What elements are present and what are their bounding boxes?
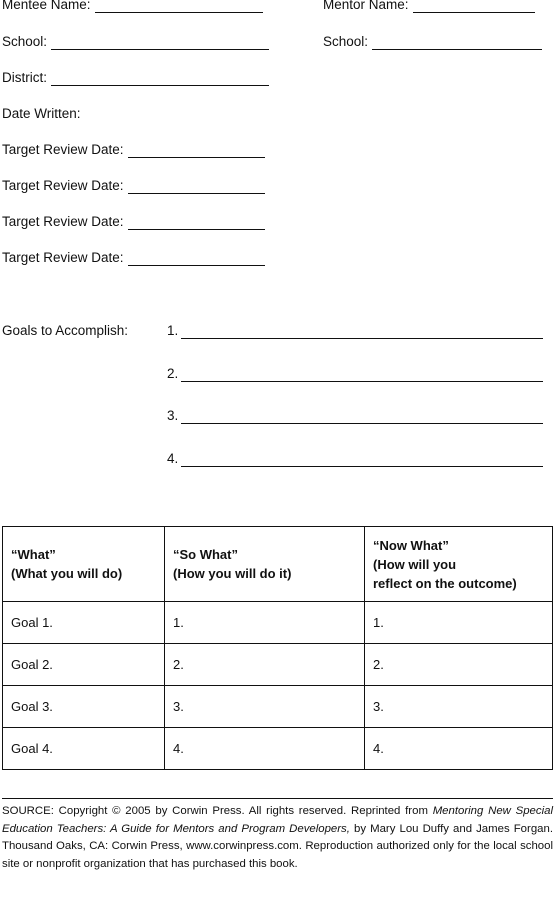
table-row [3, 728, 553, 770]
goal-number: 2. [167, 366, 179, 381]
school-right-label: School: [323, 34, 369, 49]
source-prefix: SOURCE: Copyright © 2005 by Corwin Press. All rights reserved. Reprinted from [2, 805, 433, 817]
goal-field-3[interactable] [181, 411, 543, 424]
table-cell: Goal 2. [3, 644, 165, 686]
table-cell[interactable]: 2. [365, 644, 553, 686]
goal-line-2 [167, 366, 543, 382]
goals-row [2, 323, 128, 339]
source-citation [2, 798, 553, 873]
table-cell: Goal 3. [3, 686, 165, 728]
table-row [3, 644, 553, 686]
header-text: reflect on the outcome) [373, 575, 517, 591]
target-review-row-2 [2, 178, 265, 194]
mentee-name-row [2, 0, 263, 13]
table-row [3, 602, 553, 644]
goal-number: 3. [167, 408, 179, 423]
table-cell[interactable]: 3. [365, 686, 553, 728]
school-left-row [2, 34, 269, 50]
district-field[interactable] [51, 73, 269, 86]
goal-planning-table [2, 526, 553, 770]
mentor-name-row [323, 0, 535, 13]
table-cell[interactable]: 1. [365, 602, 553, 644]
source-suffix: by Mary Lou Duffy and James Forgan. Thousand Oaks, CA: Corwin Press, www.corwinpress.com. Reproduction authorized only for the local school site or nonprofit organization that has purchased this book. [2, 822, 553, 870]
goal-line-4 [167, 451, 543, 467]
date-written-label: Date Written: [2, 106, 81, 121]
target-review-row-4 [2, 250, 265, 266]
target-review-field-2[interactable] [128, 181, 265, 194]
target-review-field-4[interactable] [128, 253, 265, 266]
mentor-name-label: Mentor Name: [323, 0, 409, 12]
source-book-title: Mentoring New Special Education Teachers: A Guide for Mentors and Program Developers, [2, 805, 553, 835]
table-cell: Goal 4. [3, 728, 165, 770]
header-text: (How will you [373, 556, 457, 572]
goal-line-3 [167, 408, 543, 424]
table-header-row [3, 527, 553, 602]
target-review-row-3 [2, 214, 265, 230]
goal-field-2[interactable] [181, 369, 543, 382]
district-row [2, 70, 269, 86]
goals-label: Goals to Accomplish: [2, 323, 129, 338]
header-text: “What” [11, 547, 56, 562]
target-review-row-1 [2, 142, 265, 158]
mentee-name-field[interactable] [95, 0, 263, 13]
table-cell[interactable]: 1. [165, 602, 365, 644]
target-review-field-1[interactable] [128, 145, 265, 158]
target-review-field-3[interactable] [128, 217, 265, 230]
table-row [3, 686, 553, 728]
header-so-what [165, 527, 365, 602]
table-cell[interactable]: 2. [165, 644, 365, 686]
target-review-label: Target Review Date: [2, 142, 124, 157]
school-right-field[interactable] [372, 37, 542, 50]
goal-line-1 [167, 323, 543, 339]
mentor-name-field[interactable] [413, 0, 535, 13]
district-label: District: [2, 70, 47, 85]
header-text: (How you will do it) [173, 566, 292, 581]
school-left-label: School: [2, 34, 48, 49]
header-what [3, 527, 165, 602]
header-text: “Now What” [373, 537, 449, 553]
goal-number: 1. [167, 323, 179, 338]
goal-field-4[interactable] [181, 454, 543, 467]
school-left-field[interactable] [51, 37, 269, 50]
table-cell[interactable]: 4. [365, 728, 553, 770]
school-right-row [323, 34, 542, 50]
mentee-name-label: Mentee Name: [2, 0, 91, 12]
table-cell[interactable]: 3. [165, 686, 365, 728]
goal-number: 4. [167, 451, 179, 466]
table-cell: Goal 1. [3, 602, 165, 644]
target-review-label: Target Review Date: [2, 250, 124, 265]
header-now-what [365, 527, 553, 602]
goal-field-1[interactable] [181, 326, 543, 339]
target-review-label: Target Review Date: [2, 214, 124, 229]
header-text: (What you will do) [11, 566, 123, 581]
table-cell[interactable]: 4. [165, 728, 365, 770]
target-review-label: Target Review Date: [2, 178, 124, 193]
header-text: “So What” [173, 547, 238, 562]
date-written-row [2, 106, 81, 122]
